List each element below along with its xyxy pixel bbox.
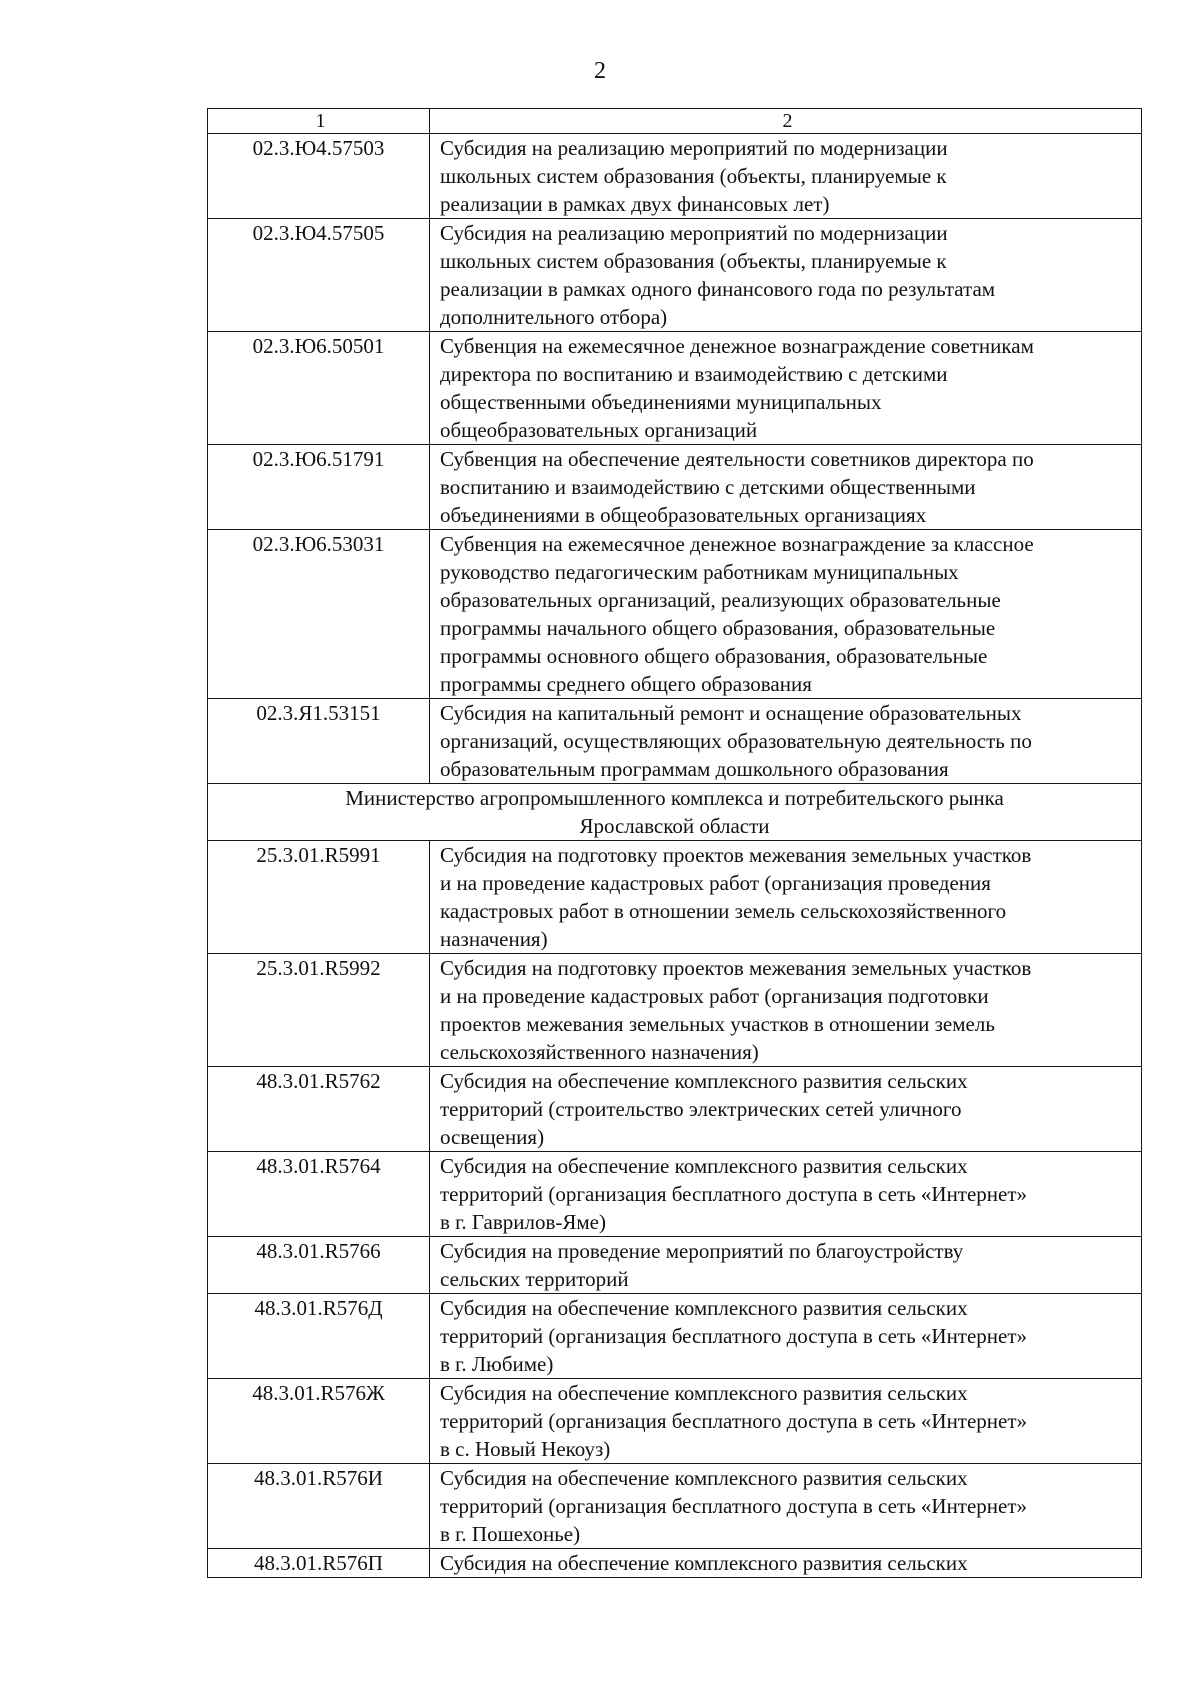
- subsidy-description: Субсидия на капитальный ремонт и оснащение образовательных организаций, осуществляющих образовательную деятельность по образовательным программам дошкольного образования: [430, 699, 1142, 784]
- subsidy-description: Субсидия на реализацию мероприятий по модернизации школьных систем образования (объекты, планируемые к реализации в рамках двух финансовых лет): [430, 134, 1142, 219]
- table-row: [208, 530, 1142, 699]
- subsidy-description: Субсидия на подготовку проектов межевания земельных участков и на проведение кадастровых работ (организация проведения кадастровых работ в отношении земель сельскохозяйственного назначения): [430, 841, 1142, 954]
- budget-code: 48.3.01.R5764: [208, 1152, 430, 1237]
- budget-code: 48.3.01.R576И: [208, 1464, 430, 1549]
- budget-code: 02.3.Ю6.53031: [208, 530, 430, 699]
- page-number: 2: [594, 58, 606, 84]
- budget-code: 48.3.01.R576Д: [208, 1294, 430, 1379]
- subsidy-description: Субсидия на обеспечение комплексного развития сельских территорий (организация бесплатного доступа в сеть «Интернет» в г. Пошехонье): [430, 1464, 1142, 1549]
- budget-code: 02.3.Ю6.51791: [208, 445, 430, 530]
- table-row: [208, 1067, 1142, 1152]
- subsidy-description: Субвенция на обеспечение деятельности советников директора по воспитанию и взаимодействию с детскими общественными объединениями в общеобразовательных организациях: [430, 445, 1142, 530]
- subsidy-description: Субвенция на ежемесячное денежное вознаграждение за классное руководство педагогическим работникам муниципальных образовательных организаций, реализующих образовательные программы начального общего образования, образовательные программы основного общего образования, образовательные программы среднего общего образования: [430, 530, 1142, 699]
- table-row: [208, 1379, 1142, 1464]
- table-row: [208, 699, 1142, 784]
- subsidy-description: Субсидия на проведение мероприятий по благоустройству сельских территорий: [430, 1237, 1142, 1294]
- table-row: [208, 954, 1142, 1067]
- subsidy-description: Субсидия на обеспечение комплексного развития сельских территорий (организация бесплатного доступа в сеть «Интернет» в г. Любиме): [430, 1294, 1142, 1379]
- table-row: [208, 1549, 1142, 1578]
- table-row: [208, 1294, 1142, 1379]
- table-row: [208, 1464, 1142, 1549]
- subsidy-description: Субвенция на ежемесячное денежное вознаграждение советникам директора по воспитанию и взаимодействию с детскими общественными объединениями муниципальных общеобразовательных организаций: [430, 332, 1142, 445]
- budget-code: 48.3.01.R5766: [208, 1237, 430, 1294]
- subsidy-description: Субсидия на обеспечение комплексного развития сельских территорий (организация бесплатного доступа в сеть «Интернет» в г. Гаврилов-Яме): [430, 1152, 1142, 1237]
- section-header-row: [208, 784, 1142, 841]
- budget-code: 02.3.Ю4.57505: [208, 219, 430, 332]
- budget-code: 02.3.Я1.53151: [208, 699, 430, 784]
- column-header-description: 2: [430, 109, 1142, 134]
- budget-code: 25.3.01.R5992: [208, 954, 430, 1067]
- column-header-code: 1: [208, 109, 430, 134]
- table-row: [208, 332, 1142, 445]
- budget-code-table: [207, 108, 1142, 1578]
- table-row: [208, 841, 1142, 954]
- budget-code: 02.3.Ю4.57503: [208, 134, 430, 219]
- table-header-row: [208, 109, 1142, 134]
- subsidy-description: Субсидия на обеспечение комплексного развития сельских: [430, 1549, 1142, 1578]
- budget-code: 02.3.Ю6.50501: [208, 332, 430, 445]
- subsidy-description: Субсидия на подготовку проектов межевания земельных участков и на проведение кадастровых работ (организация подготовки проектов межевания земельных участков в отношении земель сельскохозяйственного назначения): [430, 954, 1142, 1067]
- subsidy-description: Субсидия на обеспечение комплексного развития сельских территорий (организация бесплатного доступа в сеть «Интернет» в с. Новый Некоуз): [430, 1379, 1142, 1464]
- budget-code: 48.3.01.R576П: [208, 1549, 430, 1578]
- ministry-section-title: Министерство агропромышленного комплекса и потребительского рынка Ярославской области: [208, 784, 1142, 841]
- budget-code: 48.3.01.R5762: [208, 1067, 430, 1152]
- budget-code: 25.3.01.R5991: [208, 841, 430, 954]
- subsidy-description: Субсидия на обеспечение комплексного развития сельских территорий (строительство электрических сетей уличного освещения): [430, 1067, 1142, 1152]
- subsidy-description: Субсидия на реализацию мероприятий по модернизации школьных систем образования (объекты, планируемые к реализации в рамках одного финансового года по результатам дополнительного отбора): [430, 219, 1142, 332]
- table-row: [208, 1237, 1142, 1294]
- table-row: [208, 1152, 1142, 1237]
- table-row: [208, 219, 1142, 332]
- table-row: [208, 445, 1142, 530]
- budget-code: 48.3.01.R576Ж: [208, 1379, 430, 1464]
- table-row: [208, 134, 1142, 219]
